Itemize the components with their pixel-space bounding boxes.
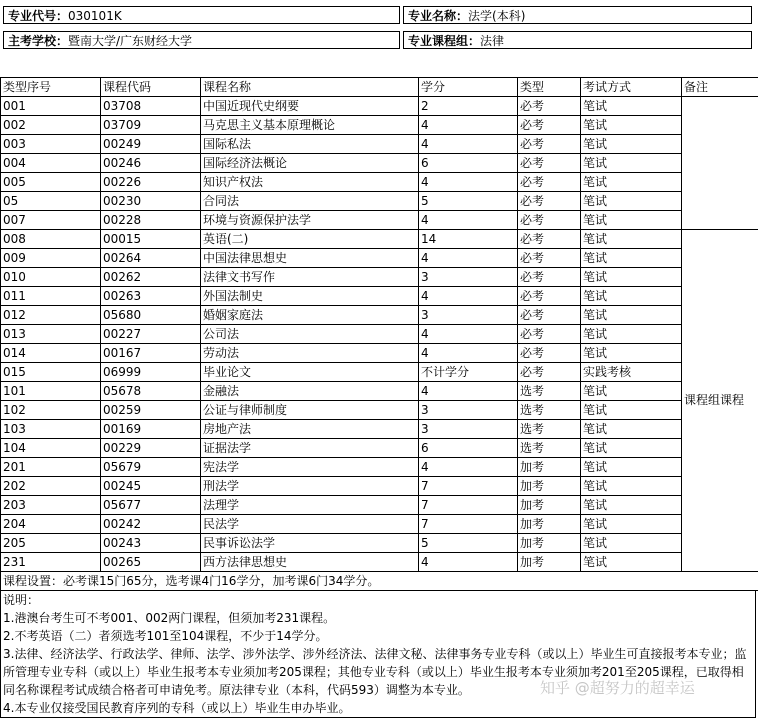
cell-course-code: 00249 <box>101 135 201 154</box>
note-item: 2.不考英语（二）者须选考101至104课程，不少于14学分。 <box>3 629 328 643</box>
cell-exam-method: 笔试 <box>581 154 682 173</box>
cell-course-code: 00230 <box>101 192 201 211</box>
table-row <box>1 154 758 173</box>
note-item: 4.本专业仅接受国民教育序列的专科（或以上）毕业生申办毕业。 <box>3 701 351 715</box>
cell-type: 必考 <box>518 306 581 325</box>
cell-exam-method: 实践考核 <box>581 363 682 382</box>
cell-course-name: 婚姻家庭法 <box>201 306 419 325</box>
cell-type-no: 204 <box>1 515 101 534</box>
cell-course-code: 00015 <box>101 230 201 249</box>
cell-course-code: 05680 <box>101 306 201 325</box>
cell-credits: 4 <box>419 325 518 344</box>
table-row <box>1 249 758 268</box>
cell-type-no: 009 <box>1 249 101 268</box>
cell-exam-method: 笔试 <box>581 306 682 325</box>
cell-type-no: 015 <box>1 363 101 382</box>
cell-type: 必考 <box>518 192 581 211</box>
cell-exam-method: 笔试 <box>581 458 682 477</box>
exam-school-label: 主考学校： <box>8 34 69 48</box>
cell-type: 必考 <box>518 344 581 363</box>
cell-type: 加考 <box>518 534 581 553</box>
cell-type: 必考 <box>518 211 581 230</box>
cell-type-no: 004 <box>1 154 101 173</box>
cell-credits: 不计学分 <box>419 363 518 382</box>
cell-type: 选考 <box>518 401 581 420</box>
cell-course-code: 00226 <box>101 173 201 192</box>
course-table <box>0 77 758 591</box>
cell-exam-method: 笔试 <box>581 496 682 515</box>
cell-type: 加考 <box>518 477 581 496</box>
cell-course-name: 公证与律师制度 <box>201 401 419 420</box>
cell-credits: 7 <box>419 515 518 534</box>
table-row <box>1 382 758 401</box>
notes-section <box>0 590 756 718</box>
cell-type: 必考 <box>518 287 581 306</box>
cell-course-name: 英语(二) <box>201 230 419 249</box>
cell-credits: 14 <box>419 230 518 249</box>
table-row <box>1 97 758 116</box>
cell-credits: 4 <box>419 344 518 363</box>
course-setting-summary: 课程设置：必考课15门65分，选考课4门16学分，加考课6门34学分。 <box>1 572 758 591</box>
cell-course-name: 宪法学 <box>201 458 419 477</box>
table-row <box>1 287 758 306</box>
cell-course-code: 05678 <box>101 382 201 401</box>
cell-type: 必考 <box>518 363 581 382</box>
cell-exam-method: 笔试 <box>581 344 682 363</box>
cell-exam-method: 笔试 <box>581 534 682 553</box>
cell-type: 必考 <box>518 97 581 116</box>
cell-credits: 3 <box>419 268 518 287</box>
cell-type-no: 202 <box>1 477 101 496</box>
cell-course-code: 06999 <box>101 363 201 382</box>
cell-type-no: 011 <box>1 287 101 306</box>
table-row <box>1 116 758 135</box>
cell-exam-method: 笔试 <box>581 420 682 439</box>
major-code-box <box>3 6 400 24</box>
cell-type: 必考 <box>518 135 581 154</box>
cell-course-name: 中国近现代史纲要 <box>201 97 419 116</box>
col-header-course-name: 课程名称 <box>201 78 419 97</box>
cell-credits: 3 <box>419 420 518 439</box>
cell-exam-method: 笔试 <box>581 382 682 401</box>
cell-credits: 4 <box>419 458 518 477</box>
cell-type: 选考 <box>518 382 581 401</box>
cell-course-name: 外国法制史 <box>201 287 419 306</box>
cell-type: 选考 <box>518 439 581 458</box>
cell-course-name: 公司法 <box>201 325 419 344</box>
cell-type-no: 002 <box>1 116 101 135</box>
cell-exam-method: 笔试 <box>581 553 682 572</box>
cell-credits: 3 <box>419 306 518 325</box>
cell-course-code: 00229 <box>101 439 201 458</box>
cell-type-no: 102 <box>1 401 101 420</box>
cell-type-no: 231 <box>1 553 101 572</box>
cell-course-name: 民法学 <box>201 515 419 534</box>
cell-type-no: 005 <box>1 173 101 192</box>
cell-type: 必考 <box>518 268 581 287</box>
cell-type: 必考 <box>518 230 581 249</box>
cell-type-no: 014 <box>1 344 101 363</box>
cell-course-code: 00265 <box>101 553 201 572</box>
cell-exam-method: 笔试 <box>581 135 682 154</box>
cell-exam-method: 笔试 <box>581 287 682 306</box>
table-row <box>1 477 758 496</box>
cell-course-name: 国际私法 <box>201 135 419 154</box>
cell-remark-empty <box>682 97 758 230</box>
cell-exam-method: 笔试 <box>581 401 682 420</box>
cell-type-no: 103 <box>1 420 101 439</box>
table-header-row <box>1 78 758 97</box>
course-group-value: 法律 <box>480 34 505 48</box>
cell-type: 必考 <box>518 154 581 173</box>
cell-remark: 课程组课程 <box>682 230 758 572</box>
cell-course-code: 00264 <box>101 249 201 268</box>
cell-credits: 5 <box>419 534 518 553</box>
cell-credits: 4 <box>419 173 518 192</box>
cell-course-code: 00243 <box>101 534 201 553</box>
watermark: 知乎 @超努力的超幸运 <box>540 679 695 697</box>
cell-type-no: 012 <box>1 306 101 325</box>
cell-exam-method: 笔试 <box>581 515 682 534</box>
major-name-box <box>403 6 752 24</box>
table-body <box>1 97 758 572</box>
cell-credits: 4 <box>419 382 518 401</box>
cell-exam-method: 笔试 <box>581 192 682 211</box>
cell-credits: 4 <box>419 116 518 135</box>
course-group-box <box>403 31 752 49</box>
cell-type: 必考 <box>518 249 581 268</box>
cell-credits: 4 <box>419 249 518 268</box>
table-row <box>1 458 758 477</box>
cell-exam-method: 笔试 <box>581 173 682 192</box>
table-row <box>1 420 758 439</box>
table-row <box>1 363 758 382</box>
table-row <box>1 325 758 344</box>
major-code-value: 030101K <box>68 9 122 23</box>
cell-course-code: 00246 <box>101 154 201 173</box>
table-row <box>1 534 758 553</box>
col-header-credits: 学分 <box>419 78 518 97</box>
cell-course-code: 00245 <box>101 477 201 496</box>
cell-course-code: 00169 <box>101 420 201 439</box>
cell-type-no: 101 <box>1 382 101 401</box>
table-row <box>1 192 758 211</box>
cell-exam-method: 笔试 <box>581 97 682 116</box>
cell-type: 加考 <box>518 496 581 515</box>
cell-course-code: 00228 <box>101 211 201 230</box>
cell-course-code: 00167 <box>101 344 201 363</box>
major-name-label: 专业名称： <box>408 9 469 23</box>
cell-exam-method: 笔试 <box>581 116 682 135</box>
cell-course-name: 房地产法 <box>201 420 419 439</box>
cell-course-code: 05677 <box>101 496 201 515</box>
cell-credits: 2 <box>419 97 518 116</box>
cell-credits: 4 <box>419 287 518 306</box>
notes-title: 说明： <box>3 593 40 607</box>
cell-type-no: 008 <box>1 230 101 249</box>
col-header-type: 类型 <box>518 78 581 97</box>
cell-course-code: 00263 <box>101 287 201 306</box>
col-header-exam-method: 考试方式 <box>581 78 682 97</box>
table-row <box>1 173 758 192</box>
cell-type: 加考 <box>518 515 581 534</box>
cell-course-name: 金融法 <box>201 382 419 401</box>
col-header-course-code: 课程代码 <box>101 78 201 97</box>
table-row <box>1 306 758 325</box>
table-row <box>1 401 758 420</box>
table-row <box>1 135 758 154</box>
course-group-label: 专业课程组： <box>408 34 481 48</box>
cell-type-no: 013 <box>1 325 101 344</box>
cell-course-code: 00262 <box>101 268 201 287</box>
major-name-value: 法学(本科) <box>468 9 526 23</box>
cell-type: 必考 <box>518 116 581 135</box>
table-summary-row <box>1 572 758 591</box>
cell-exam-method: 笔试 <box>581 230 682 249</box>
cell-credits: 6 <box>419 439 518 458</box>
cell-type-no: 203 <box>1 496 101 515</box>
cell-course-name: 知识产权法 <box>201 173 419 192</box>
cell-type-no: 010 <box>1 268 101 287</box>
exam-school-value: 暨南大学/广东财经大学 <box>68 34 193 48</box>
table-row <box>1 439 758 458</box>
table-row <box>1 553 758 572</box>
note-item: 1.港澳台考生可不考001、002两门课程，但须加考231课程。 <box>3 611 336 625</box>
cell-credits: 5 <box>419 192 518 211</box>
cell-credits: 6 <box>419 154 518 173</box>
cell-type: 选考 <box>518 420 581 439</box>
table-row <box>1 211 758 230</box>
cell-type: 加考 <box>518 458 581 477</box>
note-item: 3.法律、经济法学、行政法学、律师、法学、涉外法学、涉外经济法、法律文秘、法律事务专业专科（或以上）毕业生可直接报考本专业；监所管理专业专科（或以上）毕业生报考本专业须加考205课程；其他专业专科（或以上）毕业生报考本专业须加考201至205课程，已取得相同名称课程考试成绩合格者可申请免考。原法律专业（本科，代码593）调整为本专业。 <box>3 647 747 697</box>
table-row <box>1 496 758 515</box>
cell-type-no: 104 <box>1 439 101 458</box>
cell-course-name: 刑法学 <box>201 477 419 496</box>
cell-credits: 4 <box>419 553 518 572</box>
cell-course-name: 民事诉讼法学 <box>201 534 419 553</box>
col-header-type-no: 类型序号 <box>1 78 101 97</box>
exam-school-box <box>3 31 400 49</box>
cell-type-no: 205 <box>1 534 101 553</box>
cell-exam-method: 笔试 <box>581 439 682 458</box>
cell-credits: 7 <box>419 496 518 515</box>
cell-course-name: 法理学 <box>201 496 419 515</box>
col-header-remark: 备注 <box>682 78 758 97</box>
cell-exam-method: 笔试 <box>581 268 682 287</box>
table-row <box>1 268 758 287</box>
cell-credits: 4 <box>419 211 518 230</box>
table-row <box>1 344 758 363</box>
cell-course-code: 00227 <box>101 325 201 344</box>
cell-course-name: 法律文书写作 <box>201 268 419 287</box>
cell-type-no: 007 <box>1 211 101 230</box>
cell-course-name: 劳动法 <box>201 344 419 363</box>
cell-type-no: 003 <box>1 135 101 154</box>
cell-type: 必考 <box>518 173 581 192</box>
cell-exam-method: 笔试 <box>581 249 682 268</box>
cell-course-code: 03709 <box>101 116 201 135</box>
cell-exam-method: 笔试 <box>581 325 682 344</box>
cell-credits: 7 <box>419 477 518 496</box>
table-row <box>1 230 758 249</box>
cell-course-name: 证据法学 <box>201 439 419 458</box>
cell-type-no: 05 <box>1 192 101 211</box>
cell-course-code: 00242 <box>101 515 201 534</box>
cell-course-name: 合同法 <box>201 192 419 211</box>
cell-exam-method: 笔试 <box>581 211 682 230</box>
cell-course-name: 中国法律思想史 <box>201 249 419 268</box>
table-row <box>1 515 758 534</box>
cell-course-code: 03708 <box>101 97 201 116</box>
cell-course-name: 国际经济法概论 <box>201 154 419 173</box>
cell-course-name: 西方法律思想史 <box>201 553 419 572</box>
cell-exam-method: 笔试 <box>581 477 682 496</box>
major-code-label: 专业代号： <box>8 9 69 23</box>
cell-course-name: 环境与资源保护法学 <box>201 211 419 230</box>
cell-course-code: 00259 <box>101 401 201 420</box>
cell-credits: 3 <box>419 401 518 420</box>
cell-course-code: 05679 <box>101 458 201 477</box>
cell-credits: 4 <box>419 135 518 154</box>
cell-type-no: 001 <box>1 97 101 116</box>
cell-type: 加考 <box>518 553 581 572</box>
cell-course-name: 马克思主义基本原理概论 <box>201 116 419 135</box>
cell-course-name: 毕业论文 <box>201 363 419 382</box>
cell-type: 必考 <box>518 325 581 344</box>
cell-type-no: 201 <box>1 458 101 477</box>
